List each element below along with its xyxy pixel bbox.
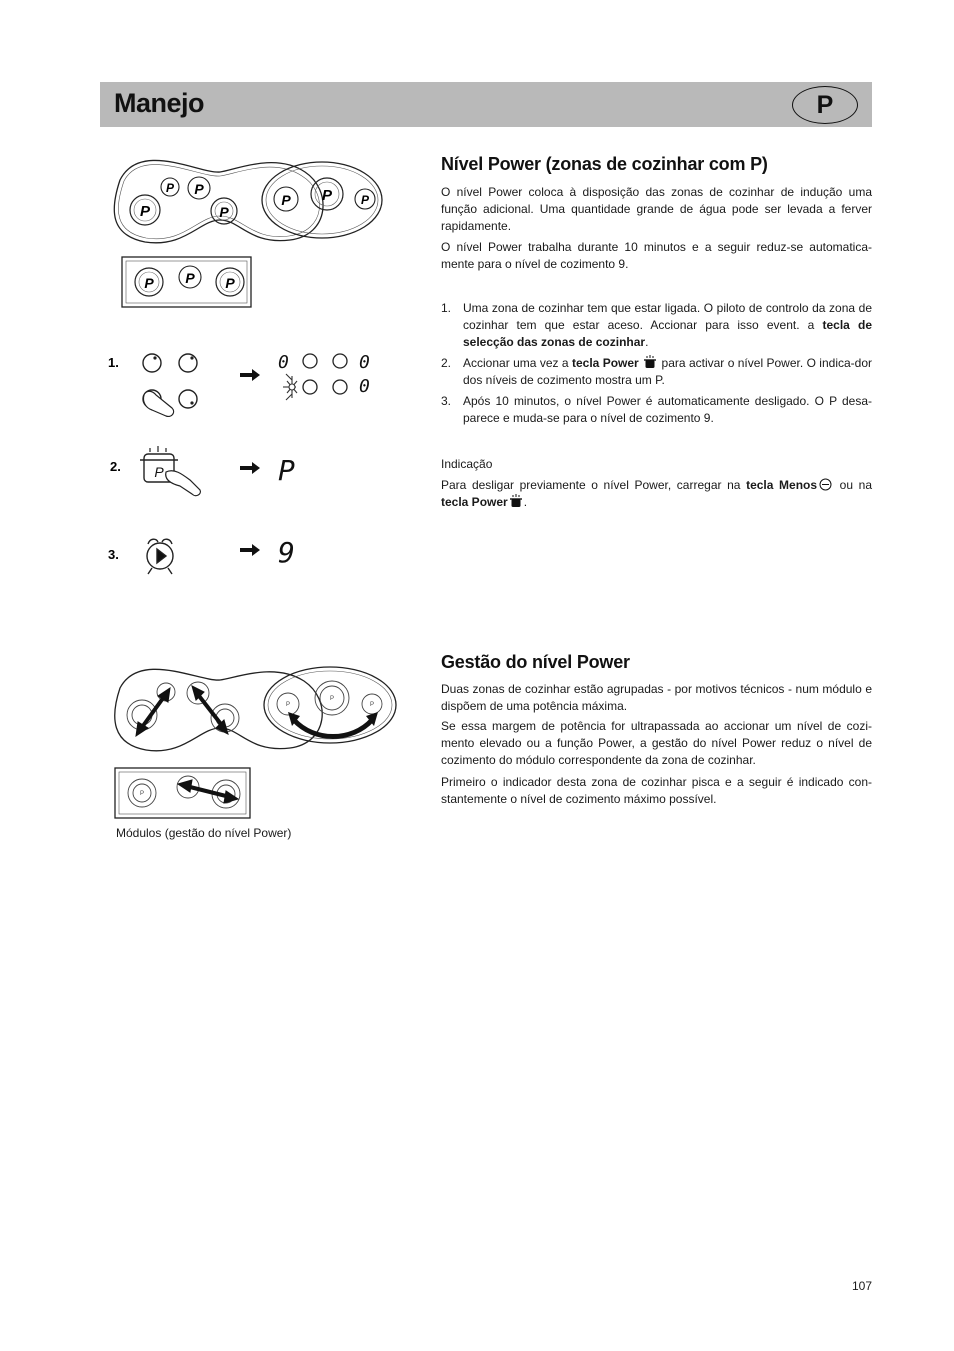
page-header — [100, 82, 872, 127]
section-title-power-management: Gestão do nível Power — [441, 652, 630, 672]
paragraph: Se essa margem de potência for ultrapassada ao accionar um nível de cozi-mento elevado ou a função Power, a gestão do nível Power reduz o nível de cozimento do módulo correspondente da zona de cozinhar. — [441, 719, 872, 767]
power-steps-list — [441, 300, 872, 431]
page-number: 107 — [851, 1279, 872, 1293]
rect-zones — [135, 266, 244, 296]
list-item: 1. Uma zona de cozinhar tem que estar ligada. O piloto de controlo da zona de cozinhar tem que estar aceso. Accionar para isso event. a tecla de selecção das zonas de cozinhar. — [441, 301, 872, 349]
svg-text:P: P — [165, 181, 175, 195]
curved-double-arrow-icon — [288, 712, 378, 737]
cooktop-layouts-figure — [100, 150, 420, 320]
modules-figure — [100, 660, 420, 825]
arrow-right-icon — [240, 462, 260, 474]
note-paragraph: Para desligar previamente o nível Power, carregar na tecla Menos ou na tecla Power . — [441, 478, 872, 509]
page-title: Manejo — [114, 88, 205, 118]
intro-paragraph: O nível Power coloca à disposição das zonas de cozinhar de indução uma função adicional. Uma quantidade grande de água pode ser levada a ferver rapidamente. — [441, 185, 872, 233]
power-pot-icon — [643, 355, 657, 369]
intro-paragraph: O nível Power trabalha durante 10 minutos e a seguir reduz-se automatica-mente para o nível de cozimento 9. — [441, 240, 872, 271]
svg-text:P: P — [225, 275, 235, 291]
svg-text:P: P — [360, 193, 370, 207]
svg-text:P: P — [194, 181, 204, 197]
double-arrow-icon — [178, 780, 238, 803]
svg-text:P: P — [185, 270, 195, 286]
list-item: 3. Após 10 minutos, o nível Power é automaticamente desligado. O P desa-parece e muda-se para o nível de cozimento 9. — [441, 394, 872, 425]
display-digit: 0 — [278, 352, 289, 373]
list-item: 2. Accionar uma vez a tecla Power para activar o nível Power. O indica-dor dos níveis de cozimento mostra um P. — [441, 356, 873, 387]
paragraph: Primeiro o indicador desta zona de cozinhar pisca e a seguir é indicado con-stantemente o nível de cozimento máximo possível. — [441, 775, 872, 806]
power-steps-figure — [100, 340, 420, 590]
arrow-right-icon — [240, 369, 260, 381]
paragraph: Duas zonas de cozinhar estão agrupadas - por motivos técnicos - num módulo e dispõem de uma potência máxima. — [441, 682, 872, 713]
step-1-label: 1. — [108, 355, 119, 370]
arrow-right-icon — [240, 544, 260, 556]
timer-clock-icon — [147, 539, 173, 574]
svg-text:P: P — [329, 696, 335, 702]
svg-text:P: P — [321, 187, 333, 204]
display-digit: 0 — [359, 376, 370, 397]
zone-p-label: P — [139, 203, 151, 220]
step-2-label: 2. — [110, 459, 121, 474]
step-3-label: 3. — [108, 547, 119, 562]
svg-text:P: P — [154, 464, 164, 480]
display-digit: 0 — [359, 352, 370, 373]
finger-press-icon — [143, 391, 173, 416]
svg-text:P: P — [281, 192, 291, 208]
display-p: P — [278, 454, 295, 487]
svg-text:P: P — [219, 204, 229, 220]
svg-text:P: P — [139, 791, 145, 797]
note-heading: Indicação — [441, 457, 493, 471]
display-nine: 9 — [278, 536, 295, 569]
power-key-pot-icon — [140, 446, 200, 496]
power-pot-icon — [509, 494, 523, 508]
kidney-zones — [130, 177, 237, 225]
section-title-power-level: Nível Power (zonas de cozinhar com P) — [441, 154, 768, 174]
minus-key-icon — [819, 478, 832, 491]
modules-caption: Módulos (gestão do nível Power) — [116, 826, 292, 840]
oval-zones — [274, 178, 375, 211]
blinking-indicator-icon — [283, 374, 297, 400]
svg-text:P: P — [285, 702, 291, 708]
kidney-cooktop-outline — [114, 160, 323, 242]
language-badge: P — [792, 86, 858, 124]
svg-text:P: P — [369, 702, 375, 708]
svg-text:P: P — [144, 275, 154, 291]
